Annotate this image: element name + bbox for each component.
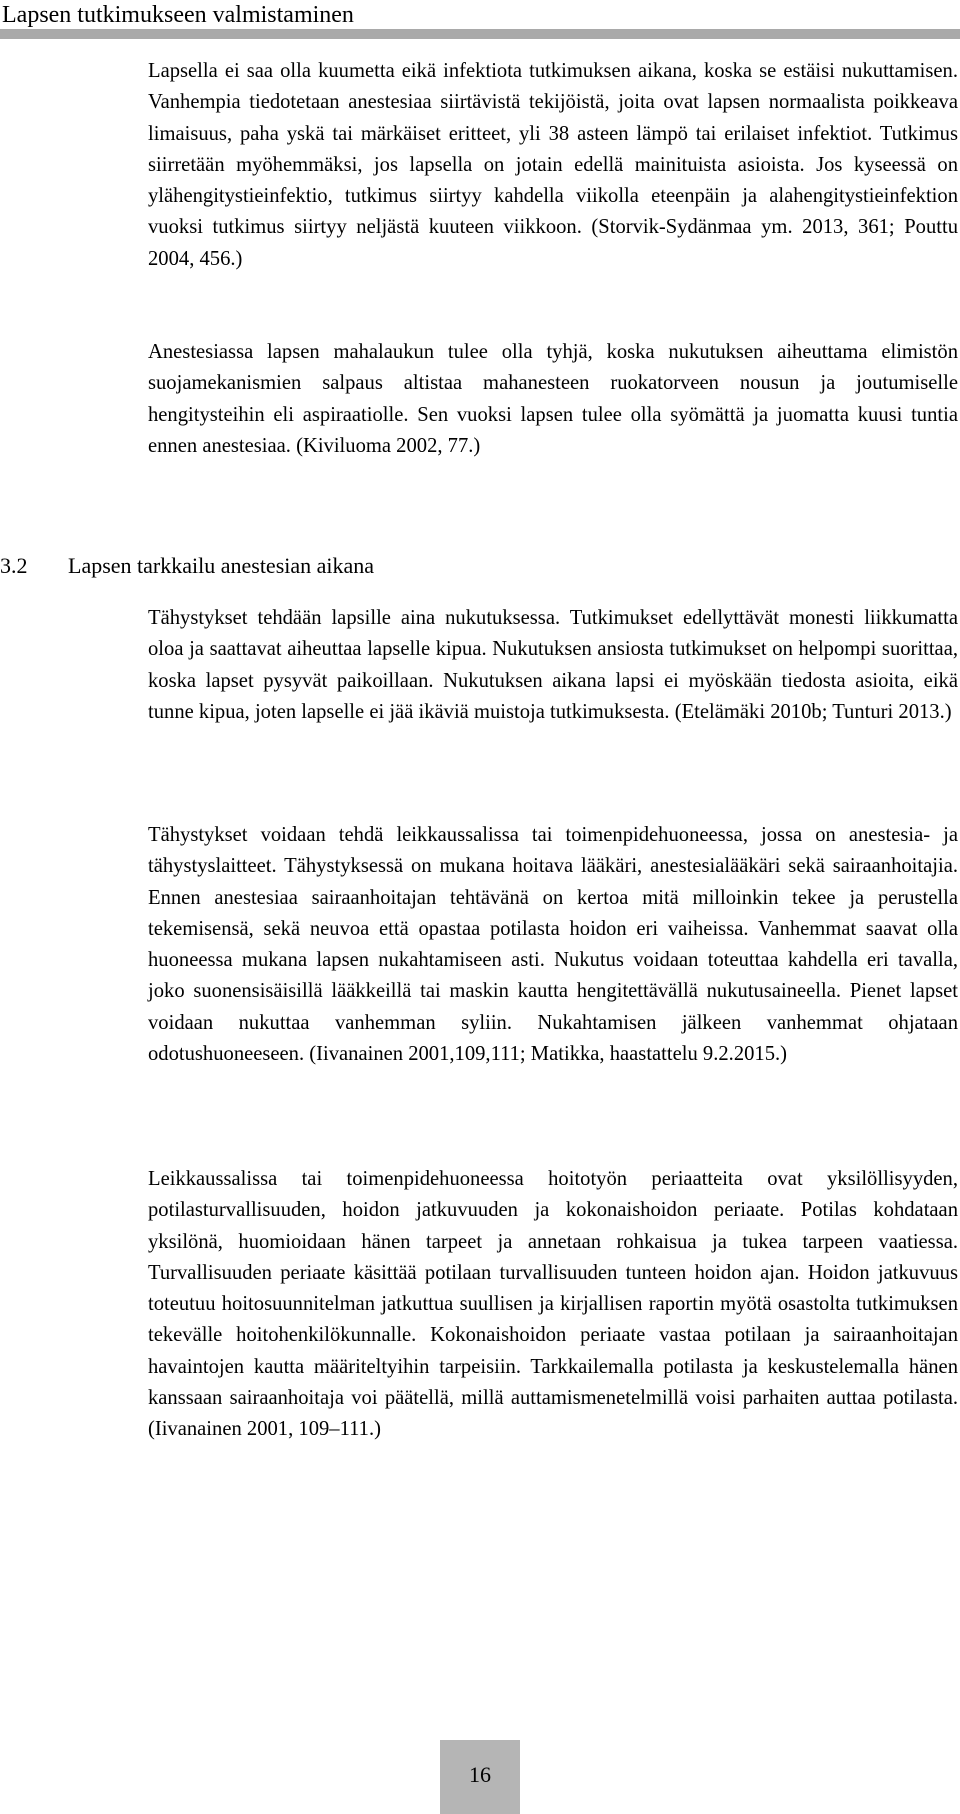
body-paragraph: Tähystykset tehdään lapsille aina nukutuksessa. Tutkimukset edellyttävät monesti liikkumatta oloa ja saattavat aiheuttaa lapselle kipua. Nukutuksen ansiosta tutkimukset on helpompi suorittaa, koska lapset pysyvät paikoillaan. Nukutuksen aikana lapsi ei myöskään tiedosta asioita, eikä tunne kipua, joten lapselle ei jää ikäviä muistoja tutkimuksesta. (Etelämäki 2010b; Tunturi 2013.) xyxy=(148,607,958,723)
section-heading xyxy=(0,551,374,581)
body-paragraph: Leikkaussalissa tai toimenpidehuoneessa hoitotyön periaatteita ovat yksilöllisyyden, potilasturvallisuuden, hoidon jatkuvuuden ja kokonaishoidon periaate. Potilas kohdataan yksilönä, huomioidaan hänen tarpeet ja annetaan rohkaisua ja tukea tarpeen vaatiessa. Turvallisuuden periaate käsittää potilaan turvallisuuden tunteen hoidon ajan. Hoidon jatkuvuus toteutuu hoitosuunnitelman jatkuttua suullisen ja kirjallisen raportin myötä osastolta tutkimuksen tekevälle hoitohenkilökunnalle. Kokonaishoidon periaate vastaa potilaan ja sairaanhoitajan havaintojen kautta määriteltyihin tarpeisiin. Tarkkailemalla potilasta ja keskustelemalla hänen kanssaan sairaanhoitaja voi päätellä, millä auttamismenetelmillä voisi parhaiten auttaa potilasta. (Iivanainen 2001, 109–111.) xyxy=(148,1168,958,1441)
body-paragraph: Tähystykset voidaan tehdä leikkaussalissa tai toimenpidehuoneessa, jossa on anestesia- ja tähystyslaitteet. Tähystyksessä on mukana hoitava lääkäri, anestesialääkäri sekä sairaanhoitajia. Ennen anestesiaa sairaanhoitajan tehtävänä on kertoa mitä milloinkin tekee ja perustella tekemisensä, sekä neuvoa että opastaa potilasta hoidon eri vaiheissa. Vanhemmat saavat olla huoneessa mukana lapsen nukahtamiseen asti. Nukutus voidaan toteuttaa kahdella eri tavalla, joko suonensisäisillä lääkkeillä tai maskin kautta hengitettävällä nukutusaineella. Pienet lapset voidaan nukuttaa vanhemman syliin. Nukahtamisen jälkeen vanhemmat ohjataan odotushuoneeseen. (Iivanainen 2001,109,111; Matikka, haastattelu 9.2.2015.) xyxy=(148,824,958,1066)
page-number: 16 xyxy=(469,1762,491,1787)
section-number: 3.2 xyxy=(0,553,28,578)
body-paragraph: Lapsella ei saa olla kuumetta eikä infektiota tutkimuksen aikana, koska se estäisi nukuttamisen. Vanhempia tiedotetaan anestesiaa siirtävistä tekijöistä, joita ovat lapsen normaalista poikkeava limaisuus, paha yskä tai märkäiset eritteet, yli 38 asteen lämpö tai erilaiset infektiot. Tutkimus siirretään myöhemmäksi, jos lapsella on jotain edellä mainituista asioista. Jos kyseessä on ylähengitystieinfektio, tutkimus siirtyy kahdella viikolla eteenpäin ja alahengitystieinfektion vuoksi tutkimus siirtyy neljästä kuuteen viikkoon. (Storvik-Sydänmaa ym. 2013, 361; Pouttu 2004, 456.) xyxy=(148,60,958,270)
running-header-title: Lapsen tutkimukseen valmistaminen xyxy=(2,2,354,28)
body-paragraph: Anestesiassa lapsen mahalaukun tulee olla tyhjä, koska nukutuksen aiheuttama elimistön suojamekanismien salpaus altistaa mahanesteen ruokatorveen nousun ja joutumiselle hengitysteihin eli aspiraatiolle. Sen vuoksi lapsen tulee olla syömättä ja juomatta kuusi tuntia ennen anestesiaa. (Kiviluoma 2002, 77.) xyxy=(148,341,958,457)
section-title: Lapsen tarkkailu anestesian aikana xyxy=(68,553,375,578)
header-rule xyxy=(0,29,960,39)
page-number-box xyxy=(440,1740,520,1814)
